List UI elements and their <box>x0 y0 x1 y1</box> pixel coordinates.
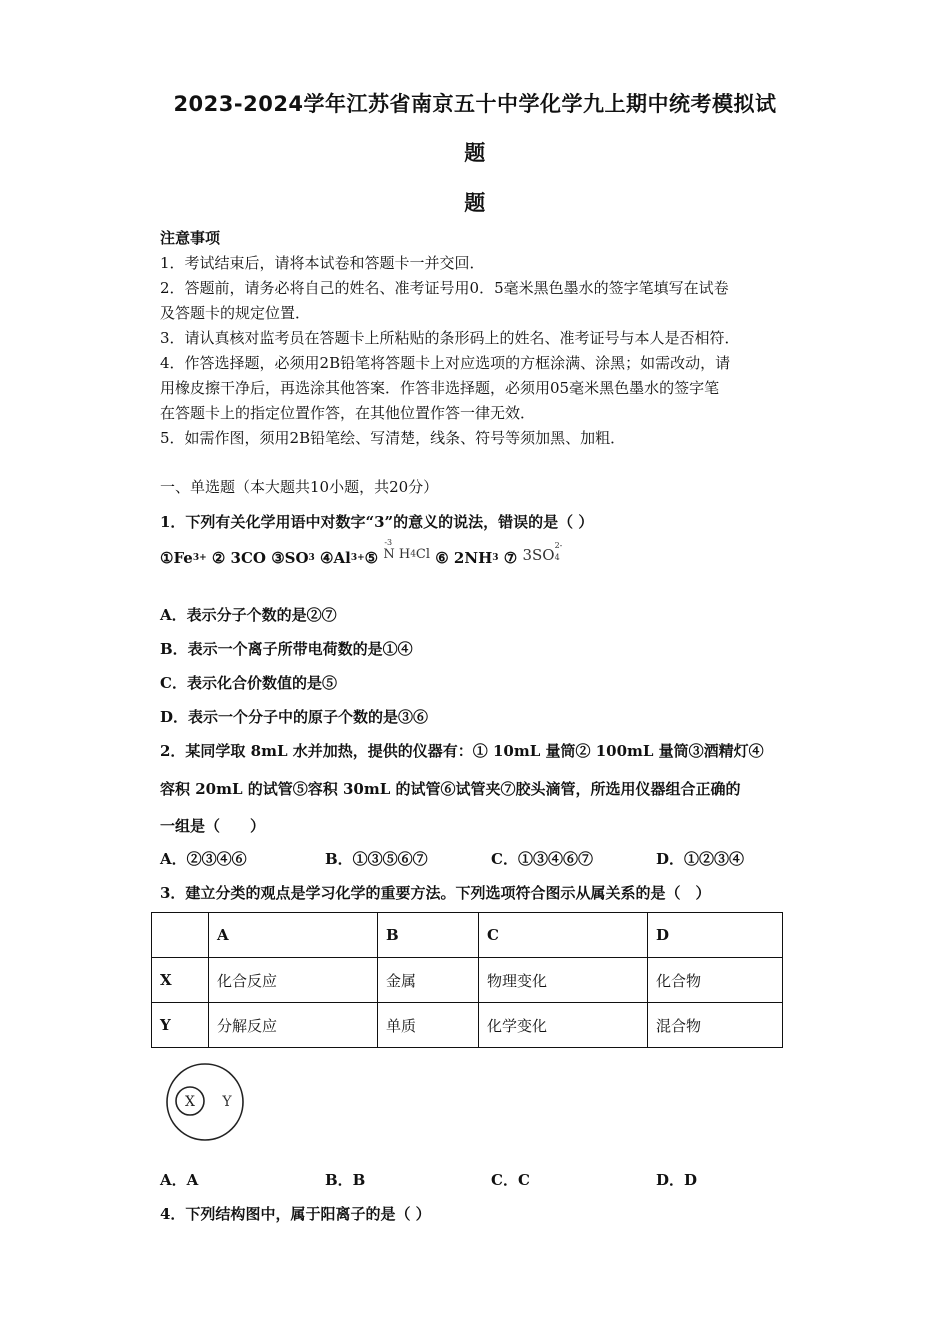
table-cell: 金属 <box>378 958 479 1003</box>
table-header-cell: C <box>479 913 648 958</box>
table-row <box>152 958 783 1003</box>
notes-line: 2．答题前，请务必将自己的姓名、准考证号用0．5毫米黑色墨水的签字笔填写在试卷 <box>160 279 729 297</box>
venn-diagram <box>163 1062 249 1144</box>
formula-nh4cl: -3 N H4Cl <box>383 537 431 562</box>
notes-line: 4．作答选择题，必须用2B铅笔将答题卡上对应选项的方框涂满、涂黑；如需改动，请 <box>160 354 731 372</box>
table-row <box>152 1003 783 1048</box>
table-cell <box>152 913 209 958</box>
page-title-repeat: 题 <box>464 191 486 215</box>
q1-stem: 1．下列有关化学用语中对数字“3”的意义的说法，错误的是（ ） <box>160 513 594 531</box>
q2-option-c: C．①③④⑥⑦ <box>491 850 593 868</box>
q2-stem-line: 容积 20mL 的试管⑤容积 30mL 的试管⑥试管夹⑦胶头滴管，所选用仪器组合正确的 <box>160 780 741 798</box>
q3-option-d: D．D <box>656 1171 698 1189</box>
table-cell: 化学变化 <box>479 1003 648 1048</box>
q2-stem-line: 2．某同学取 8mL 水并加热，提供的仪器有：① 10mL 量筒② 100mL 量筒③酒精灯④ <box>160 742 764 760</box>
table-cell: X <box>152 958 209 1003</box>
q4-stem: 4．下列结构图中，属于阳离子的是（ ） <box>160 1205 431 1223</box>
table-header-cell: D <box>648 913 783 958</box>
q2-option-b: B．①③⑤⑥⑦ <box>325 850 428 868</box>
q3-table <box>151 912 783 1048</box>
page-title-continued: 题 <box>464 141 486 165</box>
notes-line: 5．如需作图，须用2B铅笔绘、写清楚，线条、符号等须加黑、加粗． <box>160 429 626 447</box>
q1-option-c: C．表示化合价数值的是⑤ <box>160 674 337 692</box>
table-cell: 化合物 <box>648 958 783 1003</box>
table-header-cell: B <box>378 913 479 958</box>
table-cell: 物理变化 <box>479 958 648 1003</box>
q2-stem-line: 一组是（ ） <box>160 817 266 835</box>
q3-stem: 3．建立分类的观点是学习化学的重要方法。下列选项符合图示从属关系的是（ ） <box>160 884 711 902</box>
formula-fe: ①Fe <box>160 549 193 567</box>
table-cell: 化合反应 <box>209 958 378 1003</box>
q1-formula-row: ①Fe3+ ② 3CO ③SO3 ④Al3+⑤ -3 N H4Cl ⑥ 2NH3 ⑦ 3SO 2- 4 <box>160 548 565 568</box>
notes-line: 用橡皮擦干净后，再选涂其他答案．作答非选择题，必须用05毫米黑色墨水的签字笔 <box>160 379 720 397</box>
notes-line: 1．考试结束后，请将本试卷和答题卡一并交回． <box>160 254 485 272</box>
formula-so4: 3SO 2- 4 <box>522 540 563 564</box>
q2-option-d: D．①②③④ <box>656 850 745 868</box>
section-heading: 一、单选题（本大题共10小题，共20分） <box>160 478 439 496</box>
notes-heading: 注意事项 <box>160 229 221 247</box>
q1-option-b: B．表示一个离子所带电荷数的是①④ <box>160 640 413 658</box>
q2-option-a: A．②③④⑥ <box>160 850 247 868</box>
table-cell: 分解反应 <box>209 1003 378 1048</box>
table-header-cell: A <box>209 913 378 958</box>
q1-option-a: A．表示分子个数的是②⑦ <box>160 606 337 624</box>
q3-option-a: A．A <box>160 1171 199 1189</box>
q1-option-d: D．表示一个分子中的原子个数的是③⑥ <box>160 708 429 726</box>
q3-option-b: B．B <box>325 1171 366 1189</box>
table-cell: 混合物 <box>648 1003 783 1048</box>
notes-line: 及答题卡的规定位置． <box>160 304 311 322</box>
page-title: 2023-2024学年江苏省南京五十中学化学九上期中统考模拟试 <box>173 92 777 116</box>
table-header-row <box>152 913 783 958</box>
venn-label-y: Y <box>222 1094 232 1110</box>
q3-option-c: C．C <box>491 1171 530 1189</box>
table-cell: Y <box>152 1003 209 1048</box>
notes-line: 3．请认真核对监考员在答题卡上所粘贴的条形码上的姓名、准考证号与本人是否相符． <box>160 329 740 347</box>
notes-line: 在答题卡上的指定位置作答，在其他位置作答一律无效． <box>160 404 536 422</box>
table-cell: 单质 <box>378 1003 479 1048</box>
venn-label-x: X <box>185 1094 195 1110</box>
